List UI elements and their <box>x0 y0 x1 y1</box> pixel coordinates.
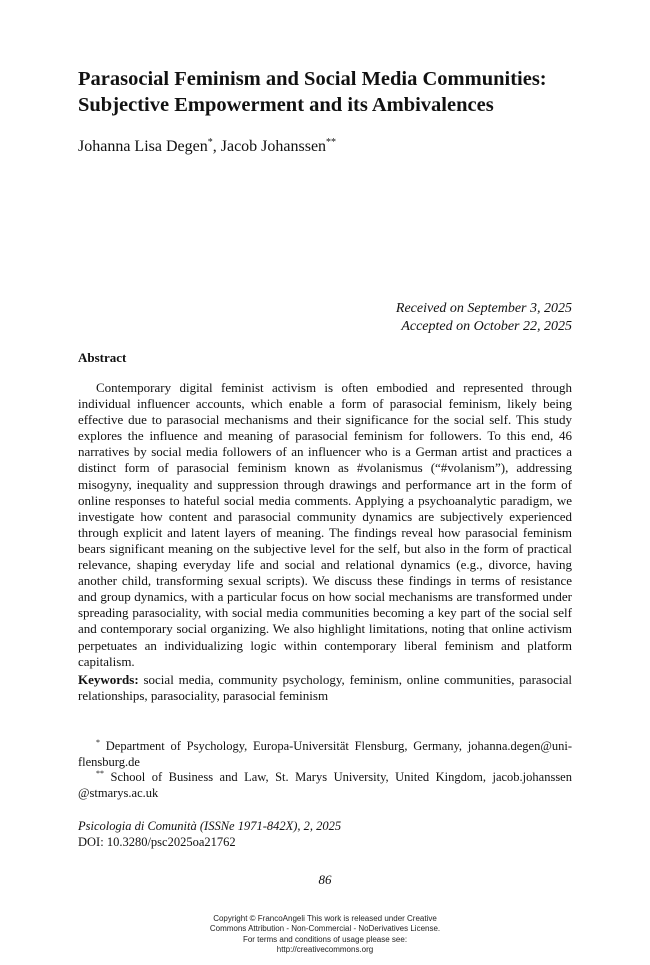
footnote-johanssen <box>78 770 572 801</box>
doi: DOI: 10.3280/psc2025oa21762 <box>78 835 236 849</box>
accepted-date: Accepted on October 22, 2025 <box>401 319 572 334</box>
journal-info <box>78 818 341 850</box>
title-line-1: Parasocial Feminism and Social Media Communities: <box>78 68 547 90</box>
copyright-line-1: Copyright © FrancoAngeli This work is released under Creative <box>213 914 437 923</box>
author-degen-footnote-mark: * <box>207 137 213 148</box>
title-line-2: Subjective Empowerment and its Ambivalences <box>78 94 494 116</box>
copyright-link: http://creativecommons.org <box>276 945 374 955</box>
footnote-mark: ** <box>96 769 104 778</box>
footnote-text: School of Business and Law, St. Marys University, United Kingdom, jacob.johanssen @stmarys.ac.uk <box>78 770 572 800</box>
footnote-mark: * <box>96 738 100 747</box>
author-johanssen-footnote-mark: ** <box>326 137 337 148</box>
copyright-notice <box>0 914 650 956</box>
author-footnotes <box>78 739 572 801</box>
footnote-text: Department of Psychology, Europa-Universität Flensburg, Germany, johanna.degen@uni-flensburg.de <box>78 739 572 769</box>
abstract-heading: Abstract <box>78 350 127 365</box>
page-number: 86 <box>318 872 332 887</box>
author-degen: Johanna Lisa Degen <box>78 138 208 155</box>
keywords-text: social media, community psychology, feminism, online communities, parasocial relationships, parasociality, parasocial feminism <box>78 672 572 703</box>
submission-dates <box>396 300 572 336</box>
author-johanssen: Jacob Johanssen <box>220 138 327 155</box>
journal-name: Psicologia di Comunità (ISSNe 1971-842X), 2, 2025 <box>78 819 342 833</box>
author-separator: , <box>212 138 221 155</box>
author-list <box>78 137 336 157</box>
keywords <box>78 672 572 704</box>
footnote-degen <box>78 739 572 770</box>
article-title <box>78 66 578 118</box>
abstract-text: Contemporary digital feminist activism is often embodied and represented through individual influencer accounts, which enable a form of parasocial feminism, likely being effective due to parasocial mechanisms and their significance for the social self. This study explores the influence and meaning of parasocial feminism for followers. To this end, 46 narratives by social media followers of an influencer who is a German artist and practices a distinct form of parasocial feminism known as #volanismus (“#volanism”), addressing misogyny, inequality and suppression through drawings and performance art in the form of online responses to hateful social media comments. Applying a psychoanalytic paradigm, we investigate how content and parasocial community dynamics are subjectively experienced through explicit and latent layers of meaning. The findings reveal how parasocial feminism bears significant meaning on the subjective level for the self, but also in the form of practical relevance, shaping everyday life and social and relational dynamics (e.g., divorce, having another child, transforming sexual scripts). We discuss these findings in terms of resistance and group dynamics, with a particular focus on how social mechanisms are transformed under spreading parasociality, with social media communities becoming a key part of the social self and contemporary social organizing. We also highlight limitations, noting that online activism perpetuates an individualizing logic within contemporary liberal feminism and platform capitalism. <box>78 380 572 669</box>
keywords-label: Keywords: <box>78 672 139 687</box>
received-date: Received on September 3, 2025 <box>395 301 572 316</box>
copyright-line-3: For terms and conditions of usage please see: <box>242 934 408 944</box>
copyright-line-2: Commons Attribution - Non-Commercial - NoDerivatives License. <box>209 924 441 934</box>
